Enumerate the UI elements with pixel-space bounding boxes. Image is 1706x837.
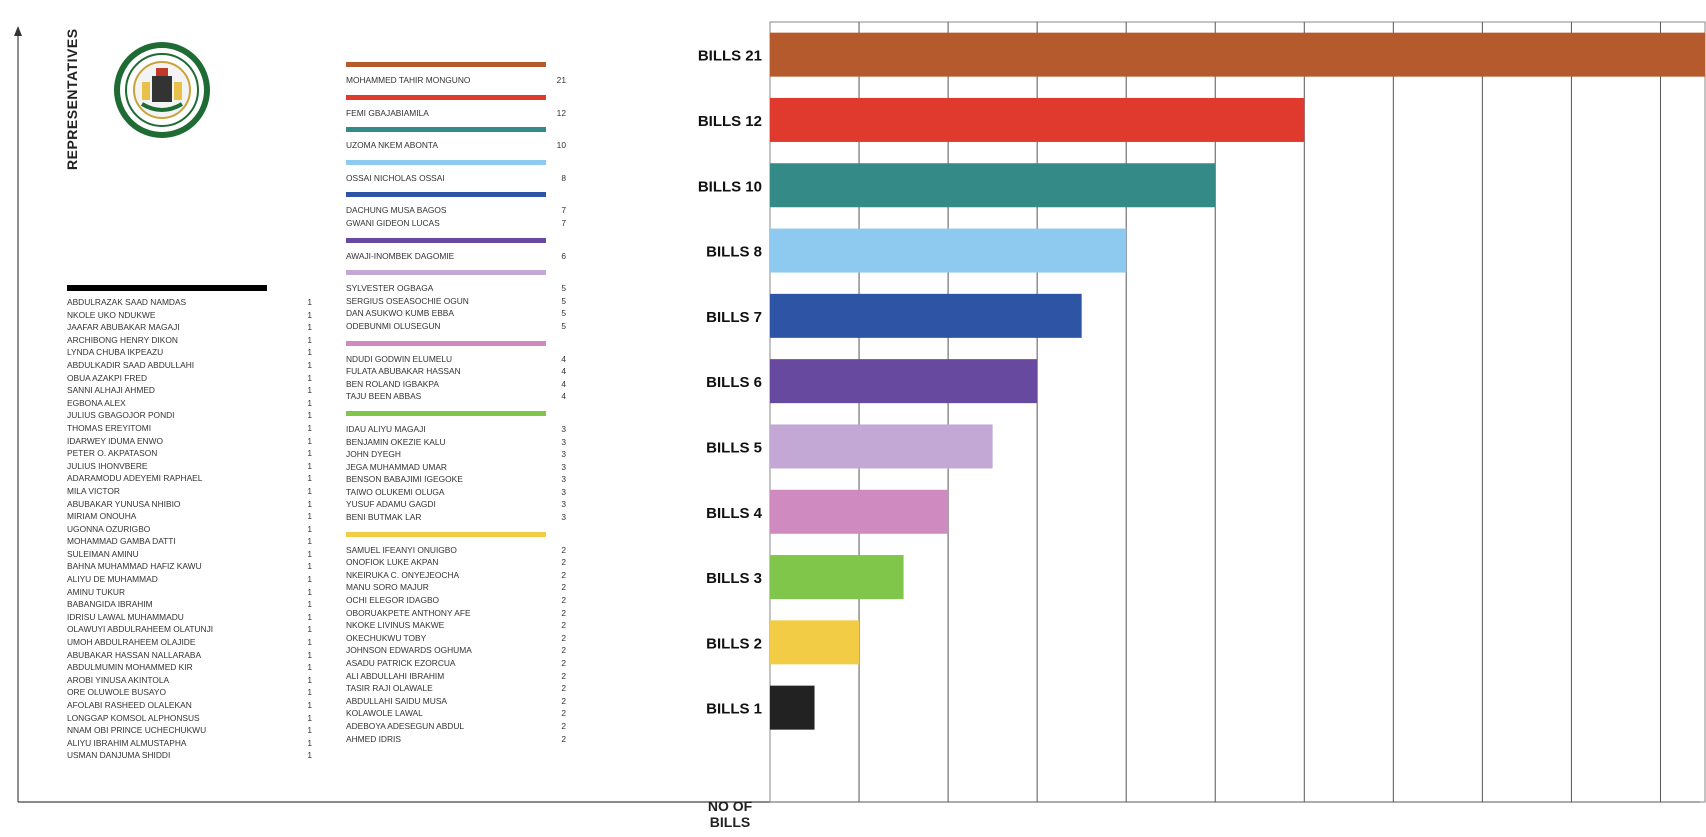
list-item: [67, 510, 312, 523]
legend-entry: [346, 498, 566, 511]
representative-name: JEGA MUHAMMAD UMAR: [346, 461, 447, 472]
bill-count: 1: [307, 611, 312, 622]
bar: [770, 163, 1215, 207]
list-item: [67, 737, 312, 750]
bill-count: 1: [307, 561, 312, 572]
legend-entry: [346, 320, 566, 333]
legend-entry: [346, 544, 566, 557]
bill-count: 1: [307, 334, 312, 345]
representative-name: UGONNA OZURIGBO: [67, 523, 151, 534]
legend-entry: [346, 448, 566, 461]
representative-name: PETER O. AKPATASON: [67, 448, 158, 459]
legend-entry: [346, 644, 566, 657]
bill-count: 12: [556, 107, 566, 118]
legend-color-line: [346, 532, 546, 537]
y-axis-arrow-icon: [14, 26, 22, 36]
bill-count: 5: [561, 295, 566, 306]
legend-entry: [346, 657, 566, 670]
representative-name: FEMI GBAJABIAMILA: [346, 107, 429, 118]
legend-entry: [346, 390, 566, 403]
bill-count: 3: [561, 499, 566, 510]
bill-count: 1: [307, 410, 312, 421]
representative-name: BENI BUTMAK LAR: [346, 512, 422, 523]
list-item: [67, 686, 312, 699]
representative-name: NKEIRUKA C. ONYEJEOCHA: [346, 569, 460, 580]
representative-name: BENJAMIN OKEZIE KALU: [346, 436, 446, 447]
bars: [770, 33, 1705, 730]
legend-entry: [346, 720, 566, 733]
bill-count: 5: [561, 283, 566, 294]
category-label: BILLS 7: [706, 308, 762, 326]
representative-name: MANU SORO MAJUR: [346, 582, 429, 593]
list-item: [67, 397, 312, 410]
legend-entry: [346, 378, 566, 391]
representative-name: SANNI ALHAJI AHMED: [67, 385, 155, 396]
legend-group: [346, 238, 576, 263]
bill-count: 2: [561, 683, 566, 694]
legend-entry: [346, 74, 566, 87]
representative-name: AFOLABI RASHEED OLALEKAN: [67, 700, 192, 710]
representative-name: SERGIUS OSEASOCHIE OGUN: [346, 295, 469, 306]
legend-group: [346, 127, 576, 152]
bill-count: 1: [307, 687, 312, 698]
category-label: BILLS 5: [706, 439, 762, 457]
bill-count: 1: [307, 347, 312, 358]
bill-count: 2: [561, 670, 566, 681]
representative-name: NKOKE LIVINUS MAKWE: [346, 620, 445, 631]
legend-entry: [346, 295, 566, 308]
representative-name: GWANI GIDEON LUCAS: [346, 217, 440, 228]
bill-count: 1: [307, 737, 312, 748]
legend-group: [346, 270, 576, 332]
list-item: [67, 523, 312, 536]
representative-name: SULEIMAN AMINU: [67, 548, 139, 559]
representative-name: BABANGIDA IBRAHIM: [67, 599, 153, 610]
bill-count: 5: [561, 308, 566, 319]
list-item: [67, 611, 312, 624]
bill-count: 1: [307, 435, 312, 446]
representative-name: MOHAMMED TAHIR MONGUNO: [346, 75, 471, 85]
legend-group: [346, 95, 576, 120]
representative-name: LONGGAP KOMSOL ALPHONSUS: [67, 712, 200, 723]
representative-name: AHMED IDRIS: [346, 733, 401, 744]
list-item: [67, 409, 312, 422]
bill-count: 1: [307, 322, 312, 333]
representative-name: SAMUEL IFEANYI ONUIGBO: [346, 544, 457, 555]
list-item: [67, 636, 312, 649]
list-item: [67, 359, 312, 372]
list-item: [67, 460, 312, 473]
bar: [770, 98, 1304, 142]
bill-count: 1: [307, 523, 312, 534]
list-item: [67, 724, 312, 737]
list-item: [67, 649, 312, 662]
representative-name: JOHNSON EDWARDS OGHUMA: [346, 645, 472, 656]
legend-entry: [346, 204, 566, 217]
representative-name: TAIWO OLUKEMI OLUGA: [346, 486, 445, 497]
representative-name: AMINU TUKUR: [67, 586, 126, 597]
legend-group: [346, 532, 576, 746]
single-bill-color-line: [67, 285, 267, 291]
bill-count: 1: [307, 536, 312, 547]
list-item: [67, 674, 312, 687]
representative-name: ONOFIOK LUKE AKPAN: [346, 557, 439, 568]
representative-name: ALI ABDULLAHI IBRAHIM: [346, 670, 445, 681]
representative-name: LYNDA CHUBA IKPEAZU: [67, 347, 164, 358]
legend-color-line: [346, 270, 546, 275]
bar: [770, 620, 859, 664]
list-item: [67, 296, 312, 309]
bill-count: 3: [561, 461, 566, 472]
representative-name: UZOMA NKEM ABONTA: [346, 140, 438, 151]
representative-name: BEN ROLAND IGBAKPA: [346, 378, 439, 389]
legend-entry: [346, 556, 566, 569]
legend-color-line: [346, 160, 546, 165]
bill-count: 1: [307, 712, 312, 723]
bill-count: 8: [561, 172, 566, 183]
category-label: BILLS 21: [697, 47, 762, 65]
bill-count: 1: [307, 385, 312, 396]
legend-color-line: [346, 192, 546, 197]
bill-count: 1: [307, 599, 312, 610]
bill-count: 1: [307, 511, 312, 522]
representative-name: OSSAI NICHOLAS OSSAI: [346, 172, 445, 183]
bill-count: 1: [307, 700, 312, 710]
bill-count: 1: [307, 725, 312, 736]
x-axis-label: NO OF BILLS: [707, 798, 753, 830]
bill-count: 2: [561, 695, 566, 706]
representative-name: ORE OLUWOLE BUSAYO: [67, 687, 166, 698]
representative-name: THOMAS EREYITOMI: [67, 422, 152, 433]
legend-entry: [346, 365, 566, 378]
bill-count: 1: [307, 422, 312, 433]
bar: [770, 490, 948, 534]
representative-name: MILA VICTOR: [67, 485, 120, 496]
bill-count: 7: [561, 205, 566, 216]
list-item: [67, 472, 312, 485]
bar: [770, 359, 1037, 403]
list-item: [67, 535, 312, 548]
legend-group: [346, 62, 576, 87]
legend-entry: [346, 569, 566, 582]
bill-count: 1: [307, 662, 312, 673]
legend-entry: [346, 733, 566, 746]
bar: [770, 424, 993, 468]
representative-name: JAAFAR ABUBAKAR MAGAJI: [67, 322, 180, 333]
bill-count: 1: [307, 372, 312, 383]
coat-of-arms-seal: [112, 40, 212, 140]
list-item: [67, 498, 312, 511]
bill-count: 2: [561, 632, 566, 643]
representative-name: DAN ASUKWO KUMB EBBA: [346, 308, 454, 319]
legend-group: [346, 160, 576, 185]
representative-name: EGBONA ALEX: [67, 397, 126, 408]
legend-color-line: [346, 341, 546, 346]
list-item: [67, 598, 312, 611]
legend-entry: [346, 250, 566, 263]
legend-entry: [346, 307, 566, 320]
legend-entry: [346, 282, 566, 295]
bill-count: 1: [307, 624, 312, 635]
legend-entry: [346, 139, 566, 152]
bar: [770, 555, 904, 599]
representative-name: YUSUF ADAMU GAGDI: [346, 499, 436, 510]
representative-name: ABDULMUMIN MOHAMMED KIR: [67, 662, 193, 673]
bill-count: 3: [561, 512, 566, 523]
list-item: [67, 712, 312, 725]
representative-name: FULATA ABUBAKAR HASSAN: [346, 366, 461, 377]
legend-entry: [346, 217, 566, 230]
representative-name: ALIYU IBRAHIM ALMUSTAPHA: [67, 737, 187, 748]
category-label: BILLS 8: [706, 243, 762, 261]
representative-name: JOHN DYEGH: [346, 449, 401, 460]
list-item: [67, 372, 312, 385]
representative-name: ABUBAKAR HASSAN NALLARABA: [67, 649, 202, 660]
representative-name: ABDULRAZAK SAAD NAMDAS: [67, 297, 187, 307]
representative-name: OCHI ELEGOR IDAGBO: [346, 595, 440, 606]
bill-count: 2: [561, 595, 566, 606]
legend-entry: [346, 353, 566, 366]
list-item: [67, 334, 312, 347]
bar: [770, 294, 1082, 338]
bar: [770, 686, 815, 730]
bill-count: 1: [307, 309, 312, 320]
representative-name: USMAN DANJUMA SHIDDI: [67, 750, 171, 761]
legend-group: [346, 411, 576, 524]
bill-count: 4: [561, 391, 566, 402]
representative-name: MOHAMMAD GAMBA DATTI: [67, 536, 176, 547]
bill-count: 1: [307, 674, 312, 685]
category-label: BILLS 4: [706, 504, 762, 522]
representative-name: MIRIAM ONOUHA: [67, 511, 137, 522]
representative-name: AWAJI-INOMBEK DAGOMIE: [346, 250, 455, 261]
legend-entry: [346, 423, 566, 436]
bill-count: 3: [561, 423, 566, 434]
bill-count: 2: [561, 645, 566, 656]
legend-entry: [346, 172, 566, 185]
bar: [770, 229, 1126, 273]
legend-color-line: [346, 411, 546, 416]
bill-count: 1: [307, 448, 312, 459]
bill-count: 21: [556, 75, 566, 85]
bill-count: 3: [561, 449, 566, 460]
bill-count: 1: [307, 750, 312, 761]
bill-count: 1: [307, 548, 312, 559]
legend-color-line: [346, 127, 546, 132]
list-item: [67, 422, 312, 435]
category-label: BILLS 3: [706, 570, 762, 588]
bill-count: 1: [307, 485, 312, 496]
bill-count: 1: [307, 586, 312, 597]
bill-count: 5: [561, 320, 566, 331]
representative-name: BENSON BABAJIMI IGEGOKE: [346, 474, 463, 485]
list-item: [67, 586, 312, 599]
representative-name: UMOH ABDULRAHEEM OLAJIDE: [67, 637, 196, 648]
bill-count: 2: [561, 607, 566, 618]
bill-count: 10: [556, 140, 566, 151]
representative-name: OBUA AZAKPI FRED: [67, 372, 148, 383]
representative-name: ABDULKADIR SAAD ABDULLAHI: [67, 359, 195, 370]
bar: [770, 33, 1705, 77]
legend-entry: [346, 461, 566, 474]
representative-name: OBORUAKPETE ANTHONY AFE: [346, 607, 471, 618]
representative-name: NDUDI GODWIN ELUMELU: [346, 353, 453, 364]
category-label: BILLS 10: [697, 178, 762, 196]
representative-name: ASADU PATRICK EZORCUA: [346, 658, 456, 668]
bill-count: 1: [307, 473, 312, 484]
representative-name: IDAU ALIYU MAGAJI: [346, 423, 426, 434]
bill-count: 1: [307, 460, 312, 471]
bill-count: 2: [561, 544, 566, 555]
legend-entry: [346, 707, 566, 720]
bill-count: 2: [561, 720, 566, 731]
legend-entry: [346, 695, 566, 708]
bill-count: 2: [561, 569, 566, 580]
category-label: BILLS 6: [706, 374, 762, 392]
legend-entry: [346, 594, 566, 607]
list-item: [67, 699, 312, 712]
representative-name: OLAWUYI ABDULRAHEEM OLATUNJI: [67, 624, 214, 635]
representative-name: KOLAWOLE LAWAL: [346, 708, 423, 719]
bill-count: 2: [561, 620, 566, 631]
representative-name: TASIR RAJI OLAWALE: [346, 683, 433, 694]
list-item: [67, 661, 312, 674]
list-item: [67, 573, 312, 586]
legend-entry: [346, 632, 566, 645]
bill-count: 1: [307, 397, 312, 408]
category-labels: [698, 48, 763, 718]
legend-entry: [346, 682, 566, 695]
legend: [346, 62, 576, 753]
legend-group: [346, 192, 576, 229]
legend-entry: [346, 619, 566, 632]
legend-group: [346, 341, 576, 403]
representative-name: ABUBAKAR YUNUSA NHIBIO: [67, 498, 181, 509]
representative-name: SYLVESTER OGBAGA: [346, 283, 434, 294]
list-item: [67, 447, 312, 460]
legend-color-line: [346, 62, 546, 67]
list-item: [67, 560, 312, 573]
bill-count: 2: [561, 557, 566, 568]
bill-count: 7: [561, 217, 566, 228]
bill-count: 3: [561, 436, 566, 447]
category-label: BILLS 12: [697, 112, 762, 130]
representative-name: AROBI YINUSA AKINTOLA: [67, 674, 170, 685]
representative-name: ABDULLAHI SAIDU MUSA: [346, 695, 447, 706]
bill-count: 2: [561, 658, 566, 668]
representative-name: ADEBOYA ADESEGUN ABDUL: [346, 720, 465, 731]
list-item: [67, 321, 312, 334]
bill-count: 4: [561, 366, 566, 377]
legend-color-line: [346, 238, 546, 243]
list-item: [67, 485, 312, 498]
legend-entry: [346, 473, 566, 486]
representative-name: DACHUNG MUSA BAGOS: [346, 205, 447, 216]
list-item: [67, 384, 312, 397]
bill-count: 6: [561, 250, 566, 261]
y-axis-label: REPRESENTATIVES: [64, 28, 80, 170]
bill-count: 1: [307, 297, 312, 307]
representative-name: IDARWEY IDUMA ENWO: [67, 435, 164, 446]
bill-count: 1: [307, 637, 312, 648]
representative-name: BAHNA MUHAMMAD HAFIZ KAWU: [67, 561, 202, 572]
legend-entry: [346, 511, 566, 524]
representative-name: NKOLE UKO NDUKWE: [67, 309, 156, 320]
representative-name: JULIUS GBAGOJOR PONDI: [67, 410, 175, 421]
representative-name: ARCHIBONG HENRY DIKON: [67, 334, 178, 345]
representative-name: NNAM OBI PRINCE UCHECHUKWU: [67, 725, 207, 736]
single-bill-list: [67, 296, 312, 762]
bill-count: 3: [561, 474, 566, 485]
legend-color-line: [346, 95, 546, 100]
representative-name: ALIYU DE MUHAMMAD: [67, 574, 158, 585]
representative-name: OKECHUKWU TOBY: [346, 632, 427, 643]
legend-entry: [346, 436, 566, 449]
bill-count: 1: [307, 359, 312, 370]
list-item: [67, 623, 312, 636]
bill-count: 1: [307, 498, 312, 509]
bill-count: 2: [561, 708, 566, 719]
list-item: [67, 548, 312, 561]
bill-count: 4: [561, 353, 566, 364]
legend-entry: [346, 107, 566, 120]
bill-count: 1: [307, 574, 312, 585]
representative-name: IDRISU LAWAL MUHAMMADU: [67, 611, 184, 622]
bill-count: 2: [561, 733, 566, 744]
bill-count: 1: [307, 649, 312, 660]
bill-count: 4: [561, 378, 566, 389]
bill-count: 2: [561, 582, 566, 593]
list-item: [67, 346, 312, 359]
legend-entry: [346, 486, 566, 499]
category-label: BILLS 2: [706, 635, 762, 653]
representative-name: JULIUS IHONVBERE: [67, 460, 148, 471]
list-item: [67, 749, 312, 762]
legend-entry: [346, 581, 566, 594]
list-item: [67, 309, 312, 322]
legend-entry: [346, 670, 566, 683]
representative-name: TAJU BEEN ABBAS: [346, 391, 422, 402]
legend-entry: [346, 607, 566, 620]
category-label: BILLS 1: [706, 700, 762, 718]
representative-name: ADARAMODU ADEYEMI RAPHAEL: [67, 473, 203, 484]
representative-name: ODEBUNMI OLUSEGUN: [346, 320, 441, 331]
list-item: [67, 435, 312, 448]
bill-count: 3: [561, 486, 566, 497]
